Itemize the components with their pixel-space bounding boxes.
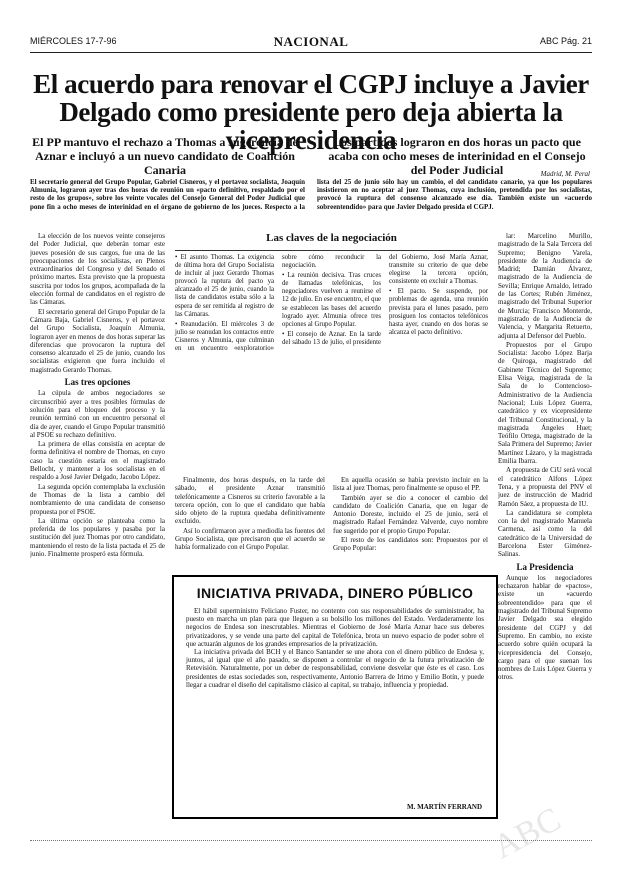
paragraph: Propuestos por el Grupo Socialista: Jacobo López Barja de Quiroga, magistrado del Gabinete Técnico del Supremo; Elisa Veiga, magistrada de la Sala de lo Contencioso-Administrativo de la Audiencia Nacional; Luis López Guerra, catedrático y ex vicepresidente del Tribunal Constitucional, y la magistrada Ángeles Huet; Teófilo Ortega, magistrado de la Sala Primera del Supremo; Javier Martínez Lázaro, y la magistrada Emilia Ibarra. xyxy=(498,340,592,466)
header-rule xyxy=(30,52,592,53)
byline: Madrid, M. Peral xyxy=(540,170,590,178)
paragraph: A propuesta de CiU será vocal el catedrático Alfons López Tena, y a propuesta del PNV el juez de instrucción de Madrid Ramón Sáez, a propuesta de IU. xyxy=(498,466,592,508)
paragraph: Finalmente, dos horas después, en la tarde del sábado, el presidente Aznar transmitió telefónicamente a Cisneros su criterio favorable a la tercera opción, con lo que el candidato que había sido objeto de la ruptura quedaba definitivamente excluido. xyxy=(175,476,325,526)
paragraph: También ayer se dio a conocer el cambio del candidato de Coalición Canaria, que en lugar de Antonio Doreste, incluido el 25 de junio, será el magistrado Rafael Fernández Valverde, cuyo nombre fue sugerido por el propio Grupo Popular. xyxy=(333,493,488,535)
headline: El acuerdo para renovar el CGPJ incluye a Javier Delgado como presidente pero deja abierta la vicepresidencia xyxy=(33,69,589,155)
key-point: • El consejo de Aznar. En la tarde del sábado 13 de julio, el presidente del Gobierno, José María Aznar, transmite su criterio de que debe elegirse la tercera opción, consistente en excluir a Thomas. xyxy=(282,254,488,346)
lead-paragraph: El secretario general del Grupo Popular, Gabriel Cisneros, y el portavoz socialista, Joaquín Almunia, lograron ayer tras dos horas de reunión un «pacto definitivo, respaldado por el resto de los grupos», sobre los veinte vocales del Consejo General del Poder Judicial que pone fin a ocho meses de interinidad en el órgano de gobierno de los jueces. Respecto a la lista del 25 de junio sólo hay un cambio, el del candidato canario, ya que los populares insistieron en no aceptar al juez Thomas, cuya inclusión, pretendida por los socialistas, provocó la ruptura del consenso alcanzado ese día. También existe un «acuerdo sobreentendido» para que Javier Delgado presida el CGPJ. xyxy=(30,178,592,211)
key-point: • El asunto Thomas. La exigencia de última hora del Grupo Socialista de incluir al juez Gerardo Thomas provocó la ruptura del pacto ya alcanzado el 25 de junio, cuando la lista de candidatos estaba sólo a la espera de ser remitida al registro de las Cámaras. xyxy=(175,254,274,318)
paragraph: La candidatura se completa con la del magistrado Manuela Carmena, así como la del catedrático de la Universidad de Barcelona Ester Giménez-Salinas. xyxy=(498,508,592,559)
box-title: INICIATIVA PRIVADA, DINERO PÚBLICO xyxy=(196,585,474,601)
issue-date: MIÉRCOLES 17-7-96 xyxy=(30,36,117,46)
paragraph: La segunda opción contemplaba la exclusión de Thomas de la lista a cambio del nombramiento de una candidata de consenso propuesta por el PSOE. xyxy=(30,482,165,516)
paragraph: La primera de ellas consistía en aceptar de forma definitiva el nombre de Thomas, en cuyo caso la cuestión estaría en el magistrado Bellocht, y mantener a los socialistas en el respaldo a José Javier Delgado, Jacobo López. xyxy=(30,440,165,482)
section-name: NACIONAL xyxy=(273,34,349,49)
paragraph: La última opción se planteaba como la preferida de los populares y pasaba por la sustitución del juez Thomas por otro candidato, manteniendo el resto de la lista pactada el 25 de junio. Finalmente prosperó esta fórmula. xyxy=(30,516,165,558)
panel-body xyxy=(175,250,488,470)
right-middle-column xyxy=(333,476,488,568)
paragraph: El secretario general del Grupo Popular de la Cámara Baja, Gabriel Cisneros, y el portavoz del Grupo Socialista, Joaquín Almunia, lograron ayer en menos de dos horas superar las diferencias que provocaron la ruptura del consenso alcanzado el 25 de junio, cuando los socialistas exigieron que fuera incluido el magistrado Gerardo Thomas. xyxy=(30,307,165,374)
running-header xyxy=(30,34,592,48)
paper-page: ABC Pág. 21 xyxy=(539,36,592,46)
watermark-logo: ABC xyxy=(487,800,567,867)
box-signature: M. MARTÍN FERRAND xyxy=(407,803,482,811)
footer-rule xyxy=(30,840,592,841)
box-body xyxy=(186,607,484,689)
left-column xyxy=(30,232,165,832)
paragraph: lar: Marcelino Murillo, magistrado de la Sala Tercera del Supremo; Benigno Varela, presidente de la Audiencia de Madrid; Damián Álvarez, magistrado de la Audiencia de Sevilla; Enrique Arnaldo, letrado de las Cortes; Rubén Jiménez, magistrado del Tribunal Superior de Murcia; Francisco Monterde, magistrado de la Audiencia de Valencia, y Margarita Retuerto, adjunta al Defensor del Pueblo. xyxy=(498,232,592,340)
subhead-left: El PP mantuvo el rechazo a Thomas a sugerencia de Aznar e incluyó a un nuevo candidato de Coalición Canaria xyxy=(32,135,298,177)
paragraph: En aquella ocasión se había previsto incluir en la lista al juez Thomas, pero finalmente se opuso el PP. xyxy=(333,476,488,493)
subtitle-presidencia: La Presidencia xyxy=(516,561,574,572)
editorial-box xyxy=(172,575,498,819)
paragraph: Aunque los negociadores rechazaron hablar de «pactos», existe un «acuerdo sobreentendido» para que el magistrado del Tribunal Supremo Javier Delgado sea elegido presidente del CGPJ y del Supremo. En cambio, no existe acuerdo sobre quién ocupará la vicepresidencia del Consejo, cargo para el que suenan los nombres de Luis López Guerra y otros. xyxy=(498,573,592,682)
paragraph: Así lo confirmaron ayer a mediodía las fuentes del Grupo Socialista, que precisaron que el acuerdo se había formalizado con el Grupo Popular. xyxy=(175,526,325,552)
paragraph: La iniciativa privada del BCH y el Banco Santander se une ahora con el dinero público de Endesa y, juntos, al igual que el año pasado, se disponen a controlar el negocio de la futura privatización de Retevisión. Naturalmente, por un deber de responsabilidad, conviene desvelar que éste es el caso. Los presidentes de estas sociedades son, respectivamente, Antonio Barrera de Irimo y Emilio Botín, y puede llegar a cuadrar el diseño del capitalismo clásico al capital, su trabajo, influencia y propiedad. xyxy=(186,648,484,689)
paragraph: La elección de los nuevos veinte consejeros del Poder Judicial, que deberán tomar este jueves posesión de sus cargos, fue una de las preocupaciones de los socialistas, en Plenos extraordinarios del Congreso y del Senado el próximo martes. Esta previsto que la propuesta suscrita por todos los grupos, acompañada de la elección formal de candidatos en el registro de las Cámaras. xyxy=(30,232,165,307)
middle-column xyxy=(175,476,325,568)
paragraph: El hábil superministro Feliciano Fuster, no contento con sus responsabilidades de suministrador, ha puesto en marcha un plan para que lleguen a su bolsillo los millones del Estado. Verdaderamente los negocios de Endesa son inescrutables. Mientras el Gobierno de José María Aznar hace sus deberes privatizadores, y se vende una parte del capital de Telefónica, brota un nuevo espacio de poder sobre el que actuarán algunos de los grandes empresarios de la privatización. xyxy=(186,607,484,648)
panel-title: Las claves de la negociación xyxy=(266,232,397,244)
key-point: • El pacto. Se suspende, por problemas de agenda, una reunión prevista para el lunes pasado, pero prosiguen los contactos telefónicos hasta ayer, cuando en dos horas se alcanza el pacto definitivo. xyxy=(389,288,488,336)
key-point: • Reanudación. El miércoles 3 de julio se reanudan los contactos entre Cisneros y Almunia, que culminan en un encuentro «exploratorio» sobre cómo reconducir la negociación. xyxy=(175,254,381,353)
key-points-panel xyxy=(175,232,488,470)
paragraph: La cúpula de ambos negociadores se circunscribió ayer a tres posibles fórmulas de solución para el bloqueo del proceso y la reunión terminó con un encuentro personal el día de ayer, cuando el Grupo Popular transmitió al PSOE su rechazo definitivo. xyxy=(30,389,165,439)
right-column xyxy=(498,232,592,832)
paragraph: El resto de los candidatos son: Propuestos por el Grupo Popular: xyxy=(333,536,488,553)
subhead-right: Los partidos lograron en dos horas un pacto que acaba con ocho meses de interinidad en el Consejo del Poder Judicial xyxy=(328,135,586,177)
subtitle-tres-opciones: Las tres opciones xyxy=(64,377,131,388)
key-point: • La reunión decisiva. Tras cruces de llamadas telefónicas, los negociadores vuelven a reunirse el 12 de julio. En ese encuentro, el que se establecen las bases del acuerdo logrado ayer. Almunia ofrece tres opciones al Grupo Popular. xyxy=(282,272,381,328)
